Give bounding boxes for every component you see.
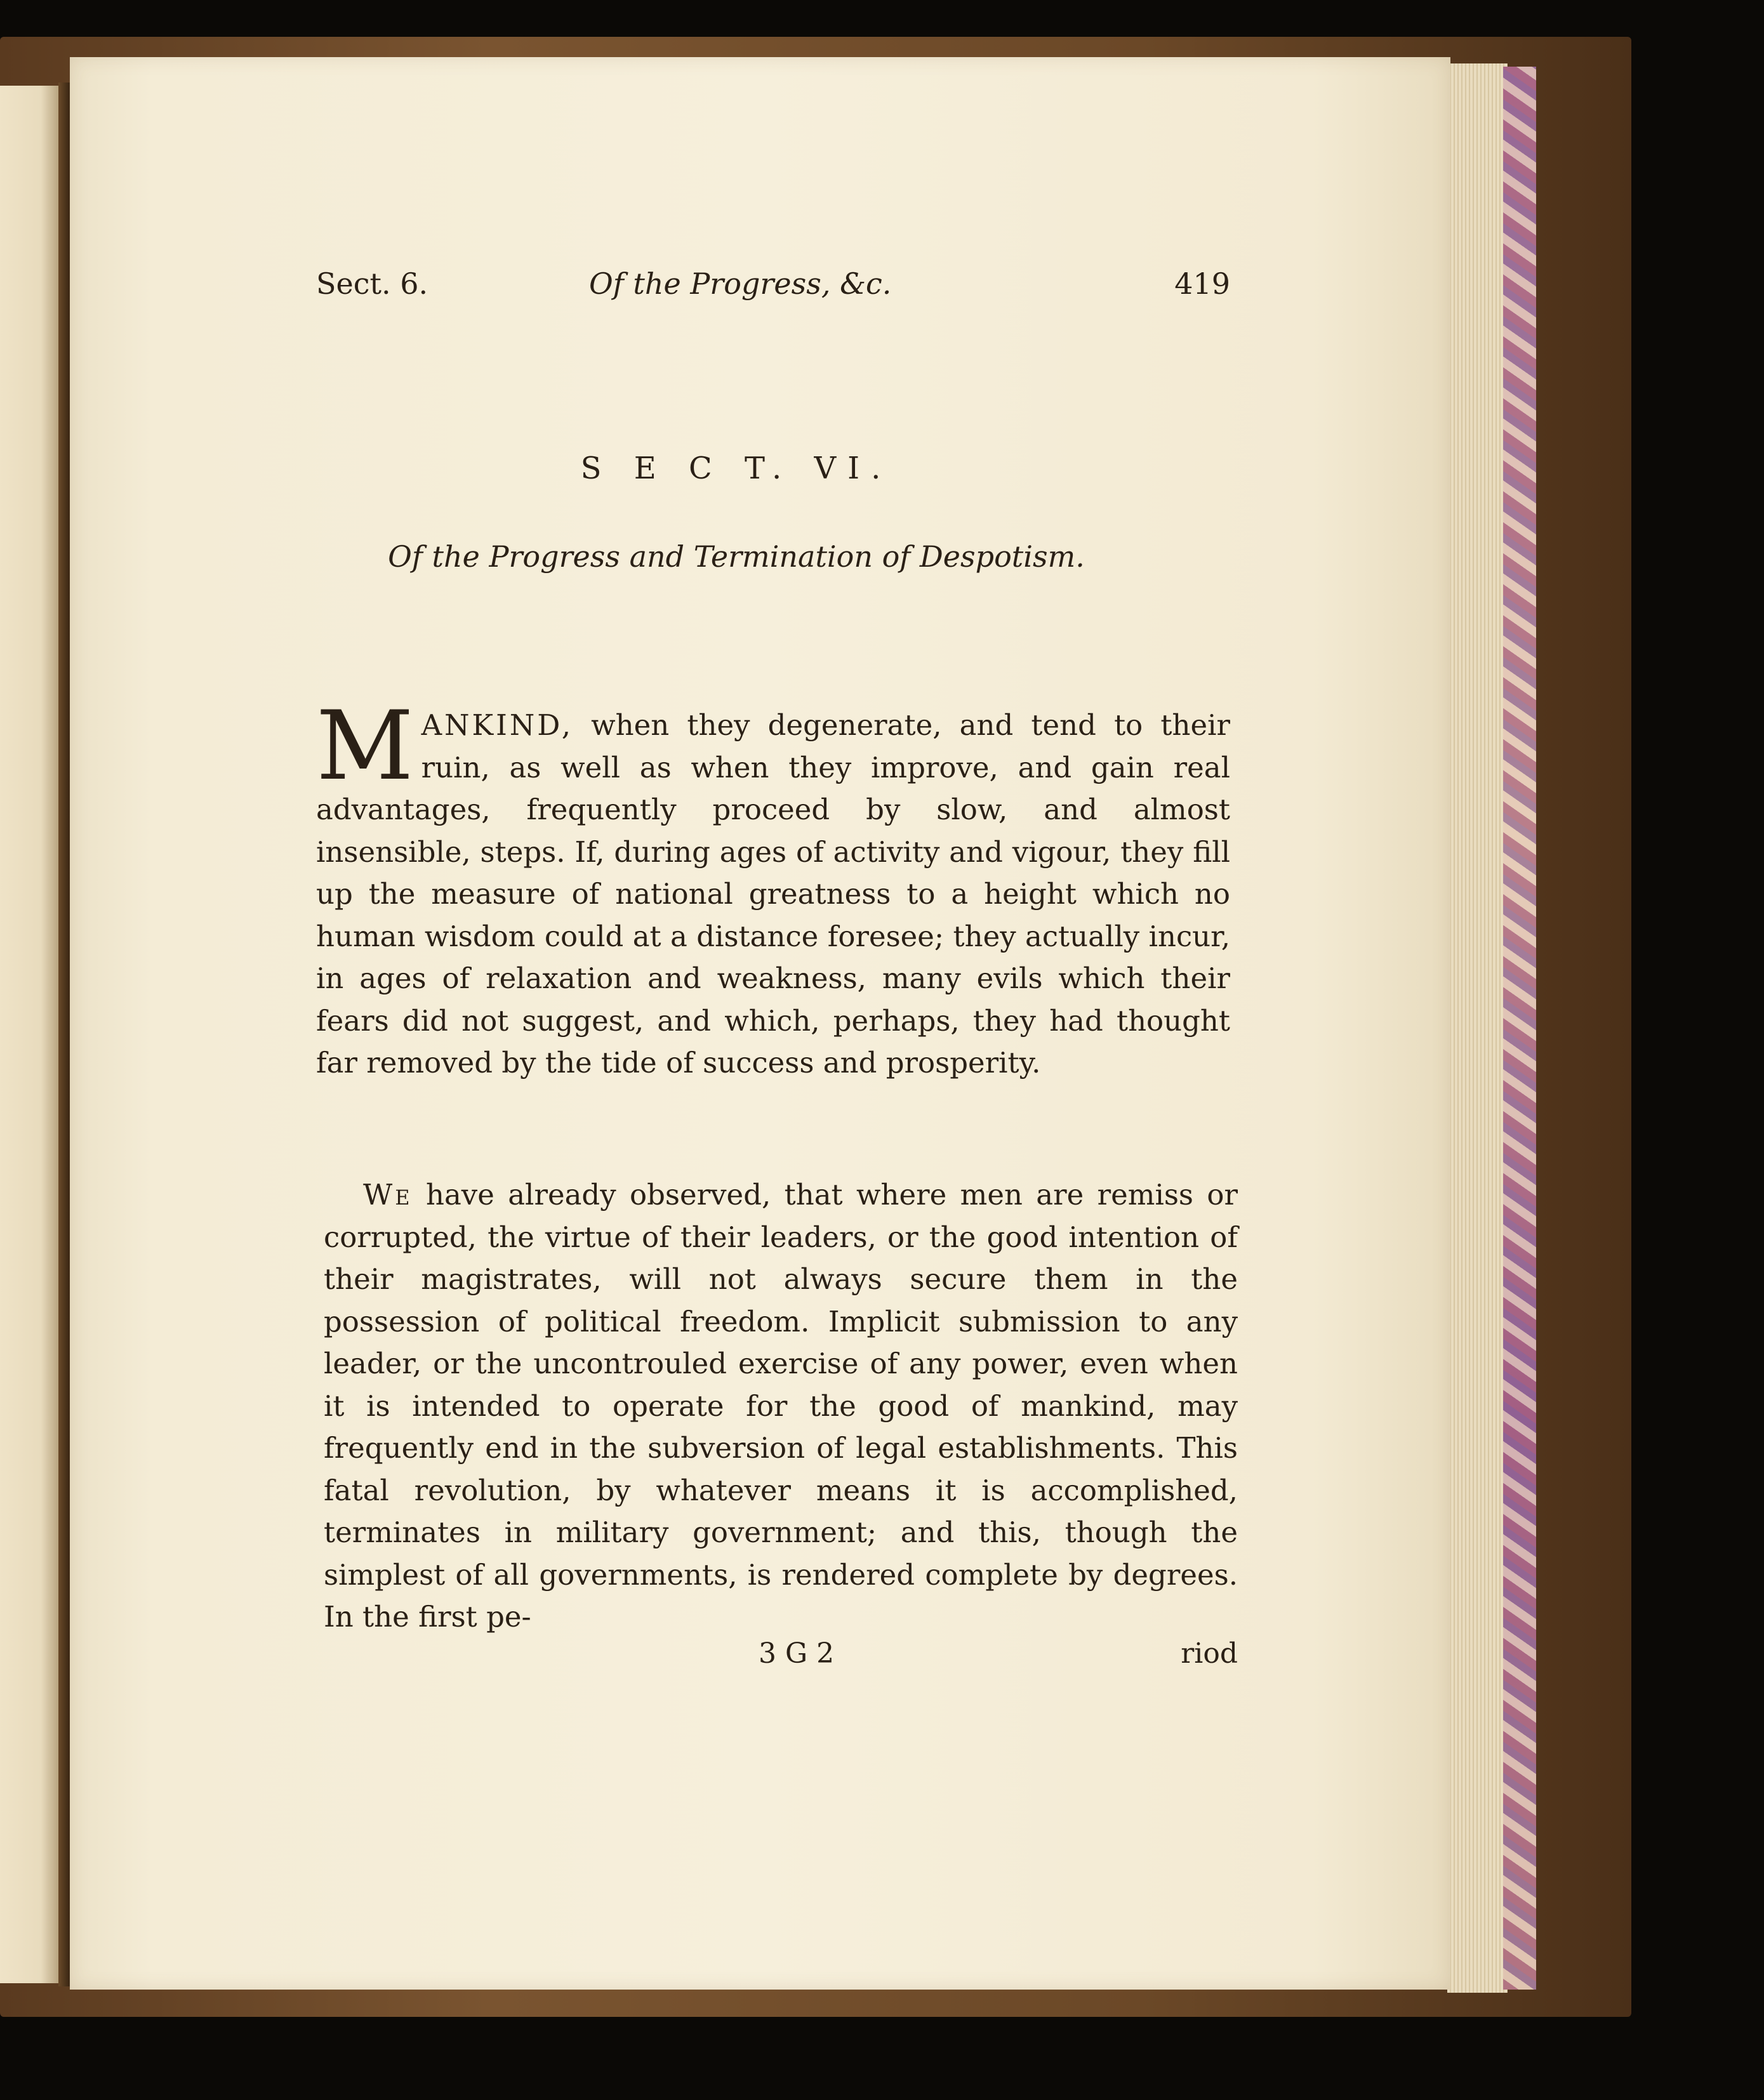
page-number: 419 [1174, 267, 1230, 301]
catchword: riod [1181, 1637, 1238, 1670]
page-stack-edge [1447, 63, 1508, 1993]
left-page-edge [0, 86, 58, 1983]
section-title: S E C T. VI. [580, 451, 892, 486]
paragraph-1 [316, 691, 1230, 1085]
drop-cap: M [316, 691, 414, 802]
running-head-title: Of the Progress, &c. [589, 267, 892, 301]
paragraph-2 [324, 1174, 1238, 1639]
paragraph-1-lead: ANKIND, [421, 708, 574, 742]
running-head-section: Sect. 6. [316, 267, 428, 301]
signature-mark: 3 G 2 [759, 1637, 835, 1670]
running-head [316, 267, 1230, 324]
paragraph-1-text: when they degenerate, and tend to their ruin, as well as when they improve, and gain real advantages, frequently proceed by slow, and almost insensible, steps. If, during ages of activity and vigour, they fill up the measure of national greatness to a height which no human wisdom could at a distance foresee; they actually incur, in ages of relaxation and weakness, many evils which their fears did not suggest, and which, perhaps, they had thought far removed by the tide of success and prosperity. [316, 708, 1230, 1080]
book-page [70, 57, 1450, 1990]
paragraph-2-lead: We [363, 1178, 413, 1212]
section-subtitle: Of the Progress and Termination of Despotism. [388, 539, 1085, 574]
page-footer [324, 1637, 1238, 1682]
paragraph-2-text: have already observed, that where men are remiss or corrupted, the virtue of their leaders, or the good intention of their magistrates, will not always secure them in the possession of political freedom. Implicit submission to any leader, or the uncontrouled exercise of any power, even when it is intended to operate for the good of mankind, may frequently end in the subversion of legal establishments. This fatal revolution, by whatever means it is accomplished, terminates in military government; and this, though the simplest of all governments, is rendered complete by degrees. In the first pe- [324, 1178, 1238, 1634]
marbled-endpaper [1503, 67, 1536, 1990]
